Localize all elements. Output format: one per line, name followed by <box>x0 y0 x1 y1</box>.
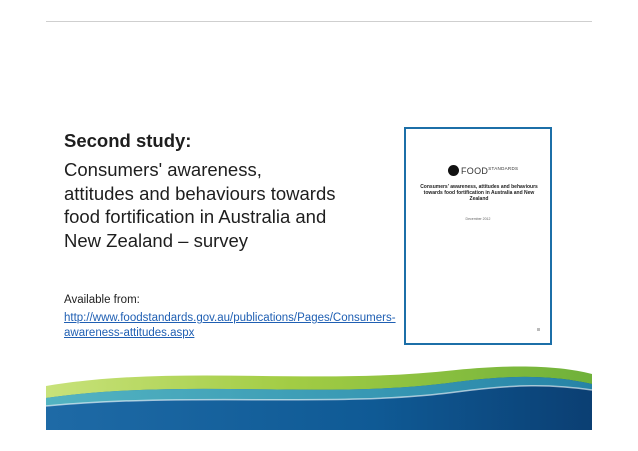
report-cover-thumbnail <box>404 127 552 345</box>
cover-date: December 2012 <box>465 217 491 221</box>
cover-page-mark <box>537 328 540 331</box>
logo-text: $FOOD^{STANDARDS}$ <box>461 165 519 176</box>
body-line: attitudes and behaviours towards <box>64 182 336 204</box>
wave-banner <box>46 362 592 430</box>
body-line: New Zealand – survey <box>64 229 249 251</box>
top-divider <box>46 21 592 22</box>
food-standards-logo <box>448 165 518 176</box>
body-line: Consumers' awareness, <box>64 159 262 180</box>
body-line: food fortification in Australia and <box>64 206 327 227</box>
available-label: Available from: <box>64 294 140 306</box>
cover-title: Consumers' awareness, attitudes and behaviours towards food fortification in Australia and New Zealand <box>420 184 538 202</box>
logo-circle-icon <box>448 165 459 176</box>
slide-heading: Second study: <box>64 130 192 151</box>
slide-body <box>64 158 394 252</box>
source-link[interactable]: http://www.foodstandards.gov.au/publications/Pages/Consumers-awareness-attitudes.aspx <box>64 312 396 339</box>
